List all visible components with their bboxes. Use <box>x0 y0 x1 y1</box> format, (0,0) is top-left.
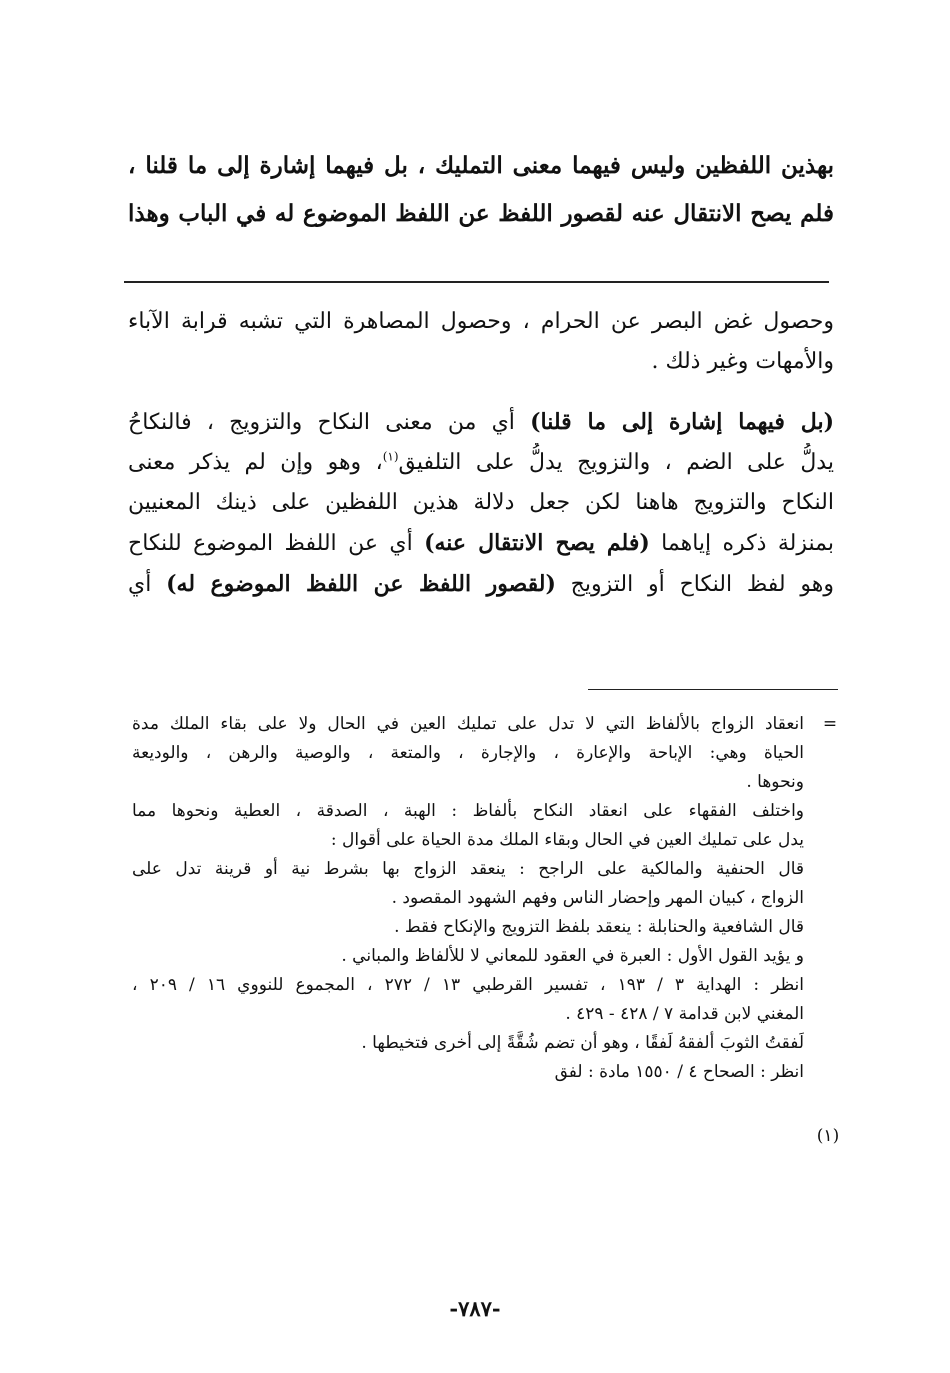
footnote-cont-line-6: قال الحنفية والمالكية على الراجح : ينعقد الزواج بها بشرط نية أو قرينة تدل على <box>132 859 804 879</box>
footnote-1-marker: (١) <box>816 1126 840 1146</box>
footnote-cont-line-7: الزواج ، كبيان المهر وإحضار الناس وفهم الشهود المقصود . <box>391 888 804 908</box>
quoted-matn-3: (لقصور اللفظ عن اللفظ الموضوع له) <box>166 571 556 597</box>
footnote-cont-line-4: واختلف الفقهاء على انعقاد النكاح بألفاظ : الهبة ، الصدقة ، العطية ونحوها مما <box>132 801 804 821</box>
sharh-p2-line-4 <box>128 523 834 564</box>
sharh-p2-line-5-a: وهو لفظ النكاح أو التزويج <box>555 572 834 597</box>
footnote-cont-line-11: المغني لابن قدامة ٧ / ٤٢٨ - ٤٢٩ . <box>565 1004 804 1024</box>
sharh-text <box>128 302 834 605</box>
footnote-cont-line-3: ونحوها . <box>746 772 804 792</box>
sharh-paragraph-2 <box>128 402 834 605</box>
footnote-cont-line-8: قال الشافعية والحنابلة : ينعقد بلفظ التزويج والإنكاح فقط . <box>394 917 804 937</box>
sharh-p2-line-3: النكاح والتزويج هاهنا لكن جعل دلالة هذين اللفظين على ذينك المعنيين <box>128 490 834 515</box>
quoted-matn-1: (بل فيهما إشارة إلى ما قلنا) <box>530 409 834 435</box>
sharh-p2-line-5-b: أي <box>128 572 167 597</box>
sharh-p2-line-5 <box>128 564 834 605</box>
sharh-p2-line-4-a: بمنزلة ذكره إياهما <box>649 531 834 556</box>
matn-text <box>128 142 834 238</box>
footnote-cont-line-5: يدل على تمليك العين في الحال وبقاء الملك مدة الحياة على أقوال : <box>330 830 804 850</box>
sharh-p2-line-1-rest: أي من معنى النكاح والتزويج ، فالنكاحُ <box>128 410 531 435</box>
matn-line-2: فلم يصح الانتقال عنه لقصور اللفظ عن اللفظ الموضوع له في الباب وهذا <box>128 200 834 227</box>
quoted-matn-2: (فلم يصح الانتقال عنه) <box>424 530 650 556</box>
sharh-p1-line-1: وحصول غض البصر عن الحرام ، وحصول المصاهرة التي تشبه قرابة الآباء <box>128 309 834 334</box>
matn-separator-rule <box>124 281 829 283</box>
footnotes-block <box>132 710 804 1087</box>
sharh-p2-line-2 <box>128 443 834 483</box>
footnote-1-line-1: لَفقتُ الثوبَ ألفقهُ لَفقًا ، وهو أن تضم شُقَّةً إلى أخرى فتخيطها . <box>361 1033 804 1053</box>
footnote-cont-line-10: انظر : الهداية ٣ / ١٩٣ ، تفسير القرطبي ١٣ / ٢٧٢ ، المجموع للنووي ١٦ / ٢٠٩ ، <box>132 975 804 995</box>
footnote-ref-1[interactable]: (١) <box>382 449 399 464</box>
sharh-p2-line-2-a: يدلُّ على الضم ، والتزويج يدلُّ على التلفيق <box>398 450 834 475</box>
footnote-separator-rule <box>588 689 838 690</box>
footnote-cont-line-2: الحياة وهي: الإباحة والإعارة ، والإجارة ، والمتعة ، والوصية والرهن ، والوديعة <box>132 743 804 763</box>
sharh-p1-line-2: والأمهات وغير ذلك . <box>651 349 834 374</box>
footnote-1-line-2: انظر : الصحاح ٤ / ١٥٥٠ مادة : لفق <box>554 1062 804 1082</box>
sharh-p2-line-1 <box>128 402 834 443</box>
sharh-p2-line-4-b: أي عن اللفظ الموضوع للنكاح <box>128 531 425 556</box>
footnote-cont-line-9: و يؤيد القول الأول : العبرة في العقود للمعاني لا للألفاظ والمباني . <box>341 946 804 966</box>
page-number: -٧٨٧- <box>449 1296 501 1321</box>
sharh-p2-line-2-b: ، وهو وإن لم يذكر معنى <box>128 450 383 475</box>
footnote-continuation-marker: = <box>822 714 838 734</box>
matn-line-1: بهذين اللفظين وليس فيهما معنى التمليك ، بل فيهما إشارة إلى ما قلنا ، <box>128 152 834 179</box>
footnote-cont-line-1: انعقاد الزواج بالألفاظ التي لا تدل على تمليك العين في الحال ولا على بقاء الملك مدة <box>132 714 804 734</box>
